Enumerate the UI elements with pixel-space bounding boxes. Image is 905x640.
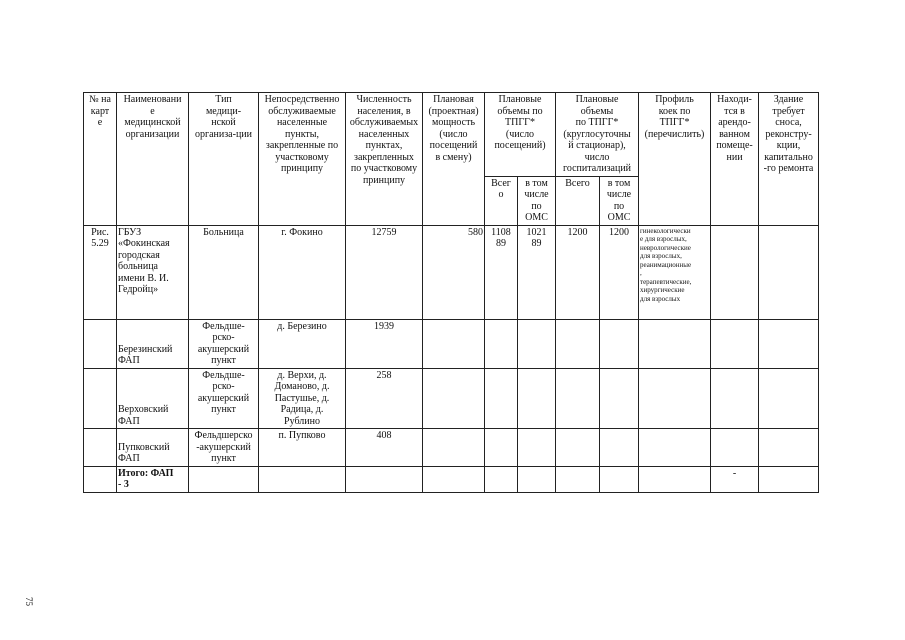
cell-visits-oms	[518, 319, 556, 368]
cell-visits-total	[485, 429, 518, 467]
cell-num	[84, 429, 117, 467]
cell-capacity	[423, 429, 485, 467]
cell-type: Больница	[189, 225, 259, 319]
cell-name: ГБУЗ «Фокинская городская больница имени В. И. Гедройц»	[117, 225, 189, 319]
header-population: Численность населения, в обслуживаемых населенных пунктах, закрепленных по участковому принципу	[346, 93, 423, 226]
cell-hosp-total	[556, 429, 600, 467]
cell-visits-total	[485, 466, 518, 492]
cell-settlements: д. Верхи, д. Доманово, д. Пастушье, д. Радица, д. Рублино	[259, 368, 346, 429]
cell-hosp-oms: 1200	[600, 225, 639, 319]
header-settlements: Непосредственно обслуживаемые населенные пункты, закрепленные по участковому принципу	[259, 93, 346, 226]
cell-demolish	[759, 319, 819, 368]
cell-demolish	[759, 368, 819, 429]
cell-settlements: д. Березино	[259, 319, 346, 368]
cell-type: Фельдше- рско- акушерский пункт	[189, 319, 259, 368]
cell-visits-oms: 1021 89	[518, 225, 556, 319]
cell-hosp-total	[556, 466, 600, 492]
cell-hosp-oms	[600, 466, 639, 492]
header-visits: Плановые объемы по ТПГГ* (число посещений)	[485, 93, 556, 177]
subheader-hosp-total: Всего	[556, 176, 600, 225]
cell-population: 258	[346, 368, 423, 429]
cell-num	[84, 466, 117, 492]
cell-hosp-total	[556, 319, 600, 368]
cell-num: Рис. 5.29	[84, 225, 117, 319]
cell-rented	[711, 225, 759, 319]
header-type: Тип медици- нской организа-ции	[189, 93, 259, 226]
cell-population: 408	[346, 429, 423, 467]
header-demolish: Здание требует сноса, реконстру- кции, капитально -го ремонта	[759, 93, 819, 226]
cell-population: 1939	[346, 319, 423, 368]
subheader-hosp-oms: в том числе по ОМС	[600, 176, 639, 225]
cell-bed-profile	[639, 225, 711, 319]
cell-visits-oms	[518, 368, 556, 429]
cell-rented	[711, 429, 759, 467]
header-capacity: Плановая (проектная) мощность (число посещений в смену)	[423, 93, 485, 226]
cell-bed-profile	[639, 429, 711, 467]
cell-settlements: п. Пупково	[259, 429, 346, 467]
bed-profile-text: гинекологически е для взрослых, неврологические для взрослых, реанимационные , терапевтические, хирургические для взрослых	[640, 226, 692, 303]
cell-hosp-oms	[600, 429, 639, 467]
cell-num	[84, 319, 117, 368]
cell-settlements: г. Фокино	[259, 225, 346, 319]
header-rented: Находи- тся в арендо- ванном помеще- нии	[711, 93, 759, 226]
cell-rented	[711, 319, 759, 368]
cell-type: Фельдшерско -акушерский пункт	[189, 429, 259, 467]
cell-type	[189, 466, 259, 492]
cell-hosp-oms	[600, 319, 639, 368]
total-dash: -	[711, 466, 759, 492]
cell-num	[84, 368, 117, 429]
cell-capacity	[423, 368, 485, 429]
cell-hosp-total	[556, 368, 600, 429]
cell-capacity	[423, 466, 485, 492]
cell-capacity: 580	[423, 225, 485, 319]
total-row	[84, 466, 819, 492]
cell-population: 12759	[346, 225, 423, 319]
cell-visits-total: 1108 89	[485, 225, 518, 319]
cell-name: Пупковский ФАП	[117, 429, 189, 467]
page-number: 75	[24, 597, 34, 606]
cell-name: Березинский ФАП	[117, 319, 189, 368]
cell-bed-profile	[639, 319, 711, 368]
cell-visits-oms	[518, 429, 556, 467]
cell-settlements	[259, 466, 346, 492]
cell-demolish	[759, 466, 819, 492]
header-num: № на карт е	[84, 93, 117, 226]
cell-name: Верховский ФАП	[117, 368, 189, 429]
cell-visits-oms	[518, 466, 556, 492]
subheader-visits-oms: в том числе по ОМС	[518, 176, 556, 225]
cell-visits-total	[485, 368, 518, 429]
table-row	[84, 429, 819, 467]
cell-demolish	[759, 225, 819, 319]
header-name: Наименовани е медицинской организации	[117, 93, 189, 226]
table-row	[84, 368, 819, 429]
cell-demolish	[759, 429, 819, 467]
subheader-visits-total: Всег о	[485, 176, 518, 225]
total-label: Итого: ФАП - 3	[117, 466, 189, 492]
header-hospitalizations: Плановые объемы по ТПГГ* (круглосуточны й стационар), число госпитализаций	[556, 93, 639, 177]
table-row	[84, 225, 819, 319]
cell-type: Фельдше- рско- акушерский пункт	[189, 368, 259, 429]
cell-rented	[711, 368, 759, 429]
cell-population	[346, 466, 423, 492]
table-row	[84, 319, 819, 368]
cell-bed-profile	[639, 466, 711, 492]
cell-bed-profile	[639, 368, 711, 429]
cell-hosp-total: 1200	[556, 225, 600, 319]
health-facilities-table	[83, 92, 819, 493]
cell-visits-total	[485, 319, 518, 368]
header-row	[84, 93, 819, 177]
cell-capacity	[423, 319, 485, 368]
header-bed-profile: Профиль коек по ТПГГ* (перечислить)	[639, 93, 711, 226]
cell-hosp-oms	[600, 368, 639, 429]
